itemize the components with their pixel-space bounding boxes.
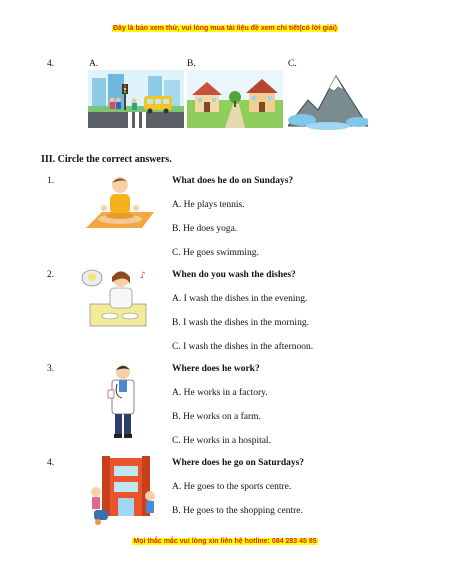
sports-centre-picture bbox=[84, 452, 160, 526]
preview-banner: Đây là bản xem thử, vui lòng mua tài liệu đề xem chi tiết(có lời giải) bbox=[113, 25, 337, 32]
question-number: 1. bbox=[47, 176, 55, 186]
question-text: Where does he go on Saturdays? bbox=[172, 458, 305, 468]
doctor-picture bbox=[100, 362, 146, 442]
answer-option-b[interactable]: B. He works on a farm. bbox=[172, 412, 261, 422]
svg-text:♪: ♪ bbox=[140, 271, 146, 281]
section-title: III. Circle the correct answers. bbox=[41, 154, 172, 165]
question-number: 4. bbox=[47, 59, 55, 69]
answer-option-b[interactable]: B. He does yoga. bbox=[172, 224, 238, 234]
option-label-a: A. bbox=[89, 59, 99, 69]
question-text: When do you wash the dishes? bbox=[172, 270, 296, 280]
option-label-b: B. bbox=[187, 59, 196, 69]
answer-option-b[interactable]: B. I wash the dishes in the morning. bbox=[172, 318, 309, 328]
answer-option-c[interactable]: C. I wash the dishes in the afternoon. bbox=[172, 342, 314, 352]
answer-option-a[interactable]: A. He plays tennis. bbox=[172, 200, 245, 210]
question-number: 3. bbox=[47, 364, 55, 374]
village-houses-picture bbox=[187, 70, 283, 128]
question-text: What does he do on Sundays? bbox=[172, 176, 294, 186]
answer-option-c[interactable]: C. He goes swimming. bbox=[172, 248, 259, 258]
girl-washing-dishes-picture bbox=[80, 264, 160, 332]
answer-option-b[interactable]: B. He goes to the shopping centre. bbox=[172, 506, 303, 516]
answer-option-a[interactable]: A. I wash the dishes in the evening. bbox=[172, 294, 308, 304]
question-text: Where does he work? bbox=[172, 364, 260, 374]
hotline-banner: Mọi thắc mắc vui lòng xin liên hệ hotline: 084 283 45 85 bbox=[133, 538, 317, 545]
yoga-boy-picture bbox=[82, 172, 158, 232]
answer-option-a[interactable]: A. He goes to the sports centre. bbox=[172, 482, 292, 492]
question-number: 2. bbox=[47, 270, 55, 280]
answer-option-c[interactable]: C. He works in a hospital. bbox=[172, 436, 271, 446]
question-number: 4. bbox=[47, 458, 55, 468]
option-label-c: C. bbox=[288, 59, 297, 69]
mountain-picture bbox=[288, 70, 368, 130]
answer-option-a[interactable]: A. He works in a factory. bbox=[172, 388, 268, 398]
city-street-picture bbox=[88, 70, 184, 128]
